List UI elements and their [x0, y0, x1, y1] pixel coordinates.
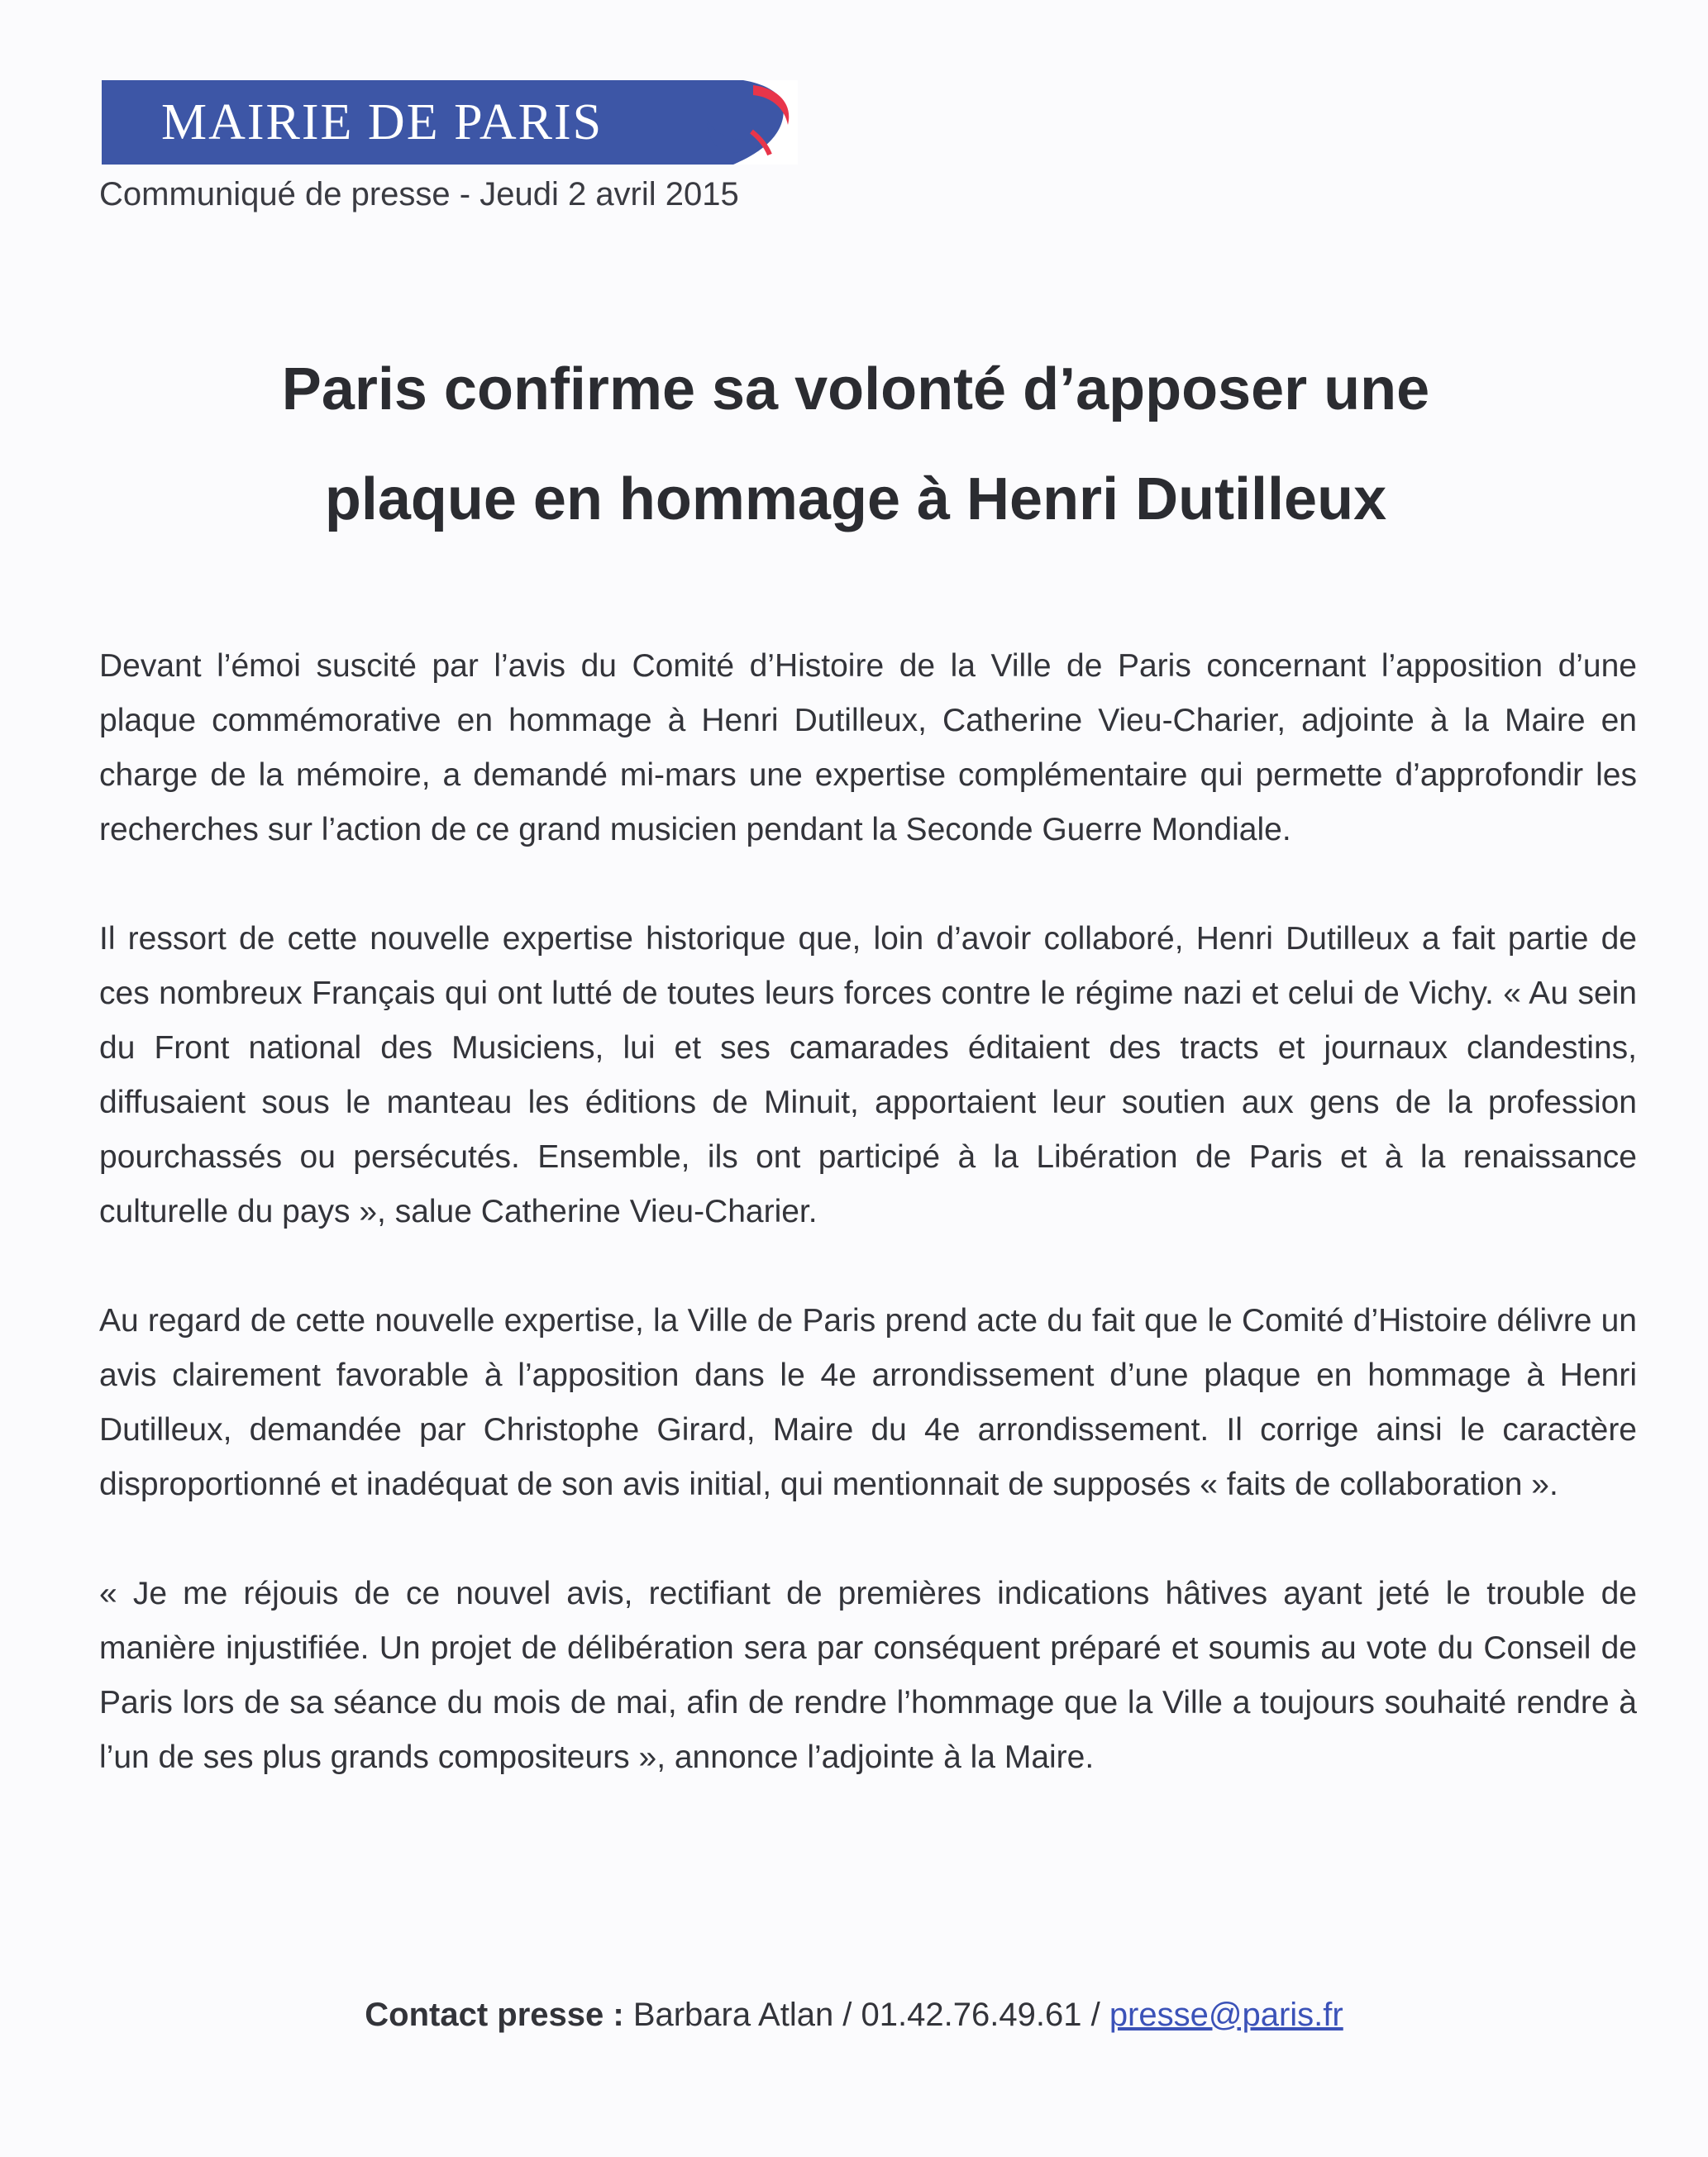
press-release-dateline: Communiqué de presse - Jeudi 2 avril 2015 — [99, 176, 739, 212]
paragraph-1: Devant l’émoi suscité par l’avis du Comité d’Histoire de la Ville de Paris concernant l’apposition d’une plaque commémorative en hommage à Henri Dutilleux, Catherine Vieu-Charier, adjointe à la Maire en charge de la mémoire, a demandé mi-mars une expertise complémentaire qui permette d’approfondir les recherches sur l’action de ce grand musicien pendant la Seconde Guerre Mondiale. — [99, 648, 1637, 847]
contact-label: Contact presse : — [365, 1997, 624, 2033]
press-contact — [0, 1997, 1708, 2034]
paragraph-2: Il ressort de cette nouvelle expertise historique que, loin d’avoir collaboré, Henri Dutilleux a fait partie de ces nombreux Français qui ont lutté de toutes leurs forces contre le régime nazi et celui de Vichy. « Au sein du Front national des Musiciens, lui et ses camarades éditaient des tracts et journaux clandestins, diffusaient sous le manteau les éditions de Minuit, apportaient leur soutien aux gens de la profession pourchassés ou persécutés. Ensemble, ils ont participé à la Libération de Paris et à la renaissance culturelle du pays », salue Catherine Vieu-Charier. — [99, 921, 1637, 1229]
paris-ship-emblem-icon — [700, 80, 798, 165]
paragraph-3: Au regard de cette nouvelle expertise, la Ville de Paris prend acte du fait que le Comité d’Histoire délivre un avis clairement favorable à l’apposition dans le 4e arrondissement d’une plaque en hommage à Henri Dutilleux, demandée par Christophe Girard, Maire du 4e arrondissement. Il corrige ainsi le caractère disproportionné et inadéquat de son avis initial, qui mentionnait de supposés « faits de collaboration ». — [99, 1303, 1637, 1502]
contact-email-link[interactable]: presse@paris.fr — [1109, 1997, 1343, 2033]
title-line-2: plaque en hommage à Henri Dutilleux — [324, 466, 1387, 532]
page-title — [99, 335, 1612, 555]
contact-details: Barbara Atlan / 01.42.76.49.61 / — [632, 1997, 1100, 2033]
title-line-1: Paris confirme sa volonté d’apposer une — [281, 356, 1430, 422]
mairie-de-paris-logo — [102, 80, 798, 165]
paragraph-4: « Je me réjouis de ce nouvel avis, rectifiant de premières indications hâtives ayant jeté le trouble de manière injustifiée. Un projet de délibération sera par conséquent préparé et soumis au vote du Conseil de Paris lors de sa séance du mois de mai, afin de rendre l’hommage que la Ville a toujours souhaité rendre à l’un de ses plus grands compositeurs », annonce l’adjointe à la Maire. — [99, 1576, 1637, 1775]
press-release-body — [99, 639, 1637, 1840]
logo-text: MAIRIE DE PARIS — [161, 93, 604, 150]
